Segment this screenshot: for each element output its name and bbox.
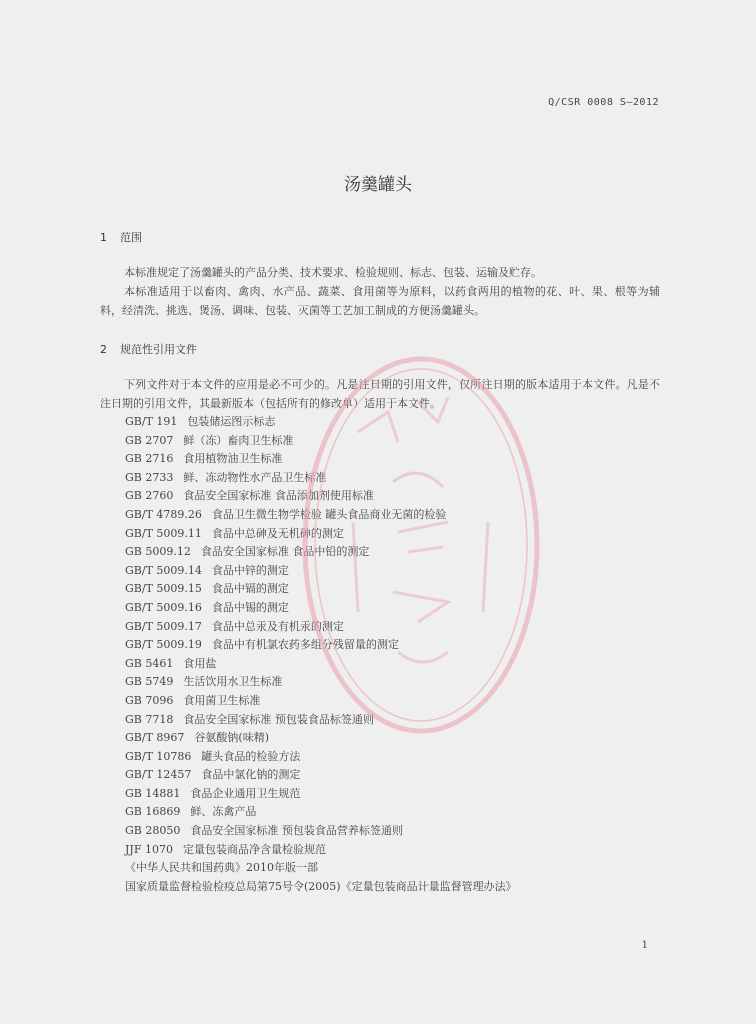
reference-title: 食品安全国家标准 食品添加剂使用标准 (183, 489, 374, 503)
reference-title: 食品安全国家标准 食品中铅的测定 (200, 545, 370, 559)
reference-title: 定量包装商品净含量检验规范 (182, 842, 326, 856)
reference-code: GB 5749 (125, 675, 174, 689)
reference-code: GB/T 5009.15 (125, 582, 202, 596)
reference-code: GB 2707 (125, 433, 174, 447)
reference-item (125, 878, 517, 897)
reference-code: JJF 1070 (125, 842, 173, 856)
page-number: 1 (641, 940, 648, 951)
section-1-heading (100, 229, 142, 245)
reference-title: 食品企业通用卫生规范 (190, 786, 301, 800)
reference-title: 食用菌卫生标准 (183, 693, 261, 707)
reference-title: 食品卫生微生物学检验 罐头食品商业无菌的检验 (211, 507, 447, 521)
reference-item (125, 580, 517, 599)
section-1-title: 范围 (120, 231, 142, 244)
reference-item (125, 618, 517, 637)
reference-title: 鲜（冻）畜肉卫生标准 (183, 433, 294, 447)
reference-code: GB 5461 (125, 656, 174, 670)
reference-item (125, 822, 517, 841)
reference-code: GB/T 8967 (125, 731, 185, 745)
reference-code: GB 5009.12 (125, 545, 191, 559)
section-1-paragraph-2: 本标准适用于以畜肉、禽肉、水产品、蔬菜、食用菌等为原料，以药食两用的植物的花、叶、果、根等为辅料，经清洗、挑选、煲汤、调味、包装、灭菌等工艺加工制成的方便汤羹罐头。 (100, 285, 660, 317)
reference-title: 鲜、冻禽产品 (190, 805, 257, 819)
reference-item (125, 785, 517, 804)
reference-code: GB 7096 (125, 693, 174, 707)
reference-title: 食品中锡的测定 (211, 600, 289, 614)
reference-title: 食用植物油卫生标准 (183, 452, 283, 466)
reference-title: 食用盐 (183, 656, 217, 670)
reference-code: GB 16869 (125, 805, 181, 819)
reference-item (125, 841, 517, 860)
reference-item (125, 450, 517, 469)
reference-item (125, 636, 517, 655)
reference-item (125, 506, 517, 525)
page-title: 汤羹罐头 (344, 175, 412, 195)
reference-code: GB 7718 (125, 712, 174, 726)
reference-item (125, 748, 517, 767)
reference-code: GB/T 5009.19 (125, 638, 202, 652)
reference-title: 国家质量监督检验检疫总局第75号令(2005)《定量包装商品计量监督管理办法》 (125, 879, 517, 893)
reference-title: 包装储运图示标志 (187, 415, 276, 428)
reference-code: GB/T 5009.16 (125, 600, 202, 614)
reference-title: 食品中氯化钠的测定 (201, 768, 301, 782)
reference-title: 食品中镉的测定 (211, 582, 289, 596)
reference-title: 食品安全国家标准 预包装食品营养标签通则 (190, 824, 403, 838)
reference-item (125, 655, 517, 674)
section-2-intro: 下列文件对于本文件的应用是必不可少的。凡是注日期的引用文件，仅所注日期的版本适用于本文件。凡是不注日期的引用文件，其最新版本（包括所有的修改单）适用于本文件。 (100, 378, 660, 410)
reference-title: 《中华人民共和国药典》2010年版一部 (125, 861, 318, 875)
reference-title: 食品中有机氯农药多组分残留量的测定 (211, 638, 399, 652)
reference-code: GB/T 4789.26 (125, 507, 202, 521)
reference-title: 食品安全国家标准 预包装食品标签通则 (183, 712, 374, 726)
reference-title: 谷氨酸钠(味精) (194, 731, 269, 745)
reference-code: GB 2716 (125, 452, 174, 466)
reference-code: GB/T 5009.11 (125, 526, 202, 540)
reference-item (125, 487, 517, 506)
reference-item (125, 525, 517, 544)
reference-item (125, 562, 517, 581)
reference-code: GB/T 5009.14 (125, 563, 202, 577)
reference-title: 鲜、冻动物性水产品卫生标准 (183, 470, 327, 484)
reference-item (125, 673, 517, 692)
reference-title: 食品中锌的测定 (211, 563, 289, 577)
reference-title: 食品中总砷及无机砷的测定 (211, 526, 344, 540)
reference-item (125, 692, 517, 711)
reference-item (125, 432, 517, 451)
section-2-number: 2 (100, 343, 107, 356)
reference-code: GB/T 10786 (125, 749, 192, 763)
reference-list (125, 413, 517, 896)
reference-code: GB/T 5009.17 (125, 619, 202, 633)
standard-code: Q/CSR 0008 S—2012 (548, 97, 659, 108)
reference-code: GB 14881 (125, 786, 181, 800)
section-2-title: 规范性引用文件 (120, 343, 197, 356)
reference-code: GB 2760 (125, 489, 174, 503)
reference-title: 罐头食品的检验方法 (201, 749, 301, 763)
reference-item (125, 766, 517, 785)
reference-item (125, 413, 517, 432)
reference-item (125, 859, 517, 878)
reference-item (125, 469, 517, 488)
reference-code: GB 28050 (125, 824, 181, 838)
reference-item (125, 599, 517, 618)
reference-item (125, 729, 517, 748)
reference-item (125, 711, 517, 730)
reference-item (125, 543, 517, 562)
reference-code: GB 2733 (125, 470, 174, 484)
reference-item (125, 803, 517, 822)
reference-code: GB/T 191 (125, 415, 178, 428)
section-2-heading (100, 341, 197, 357)
section-1-number: 1 (100, 231, 107, 244)
reference-title: 生活饮用水卫生标准 (183, 675, 283, 689)
reference-code: GB/T 12457 (125, 768, 192, 782)
reference-title: 食品中总汞及有机汞的测定 (211, 619, 344, 633)
section-1-paragraph-1: 本标准规定了汤羹罐头的产品分类、技术要求、检验规则、标志、包装、运输及贮存。 (124, 266, 542, 279)
